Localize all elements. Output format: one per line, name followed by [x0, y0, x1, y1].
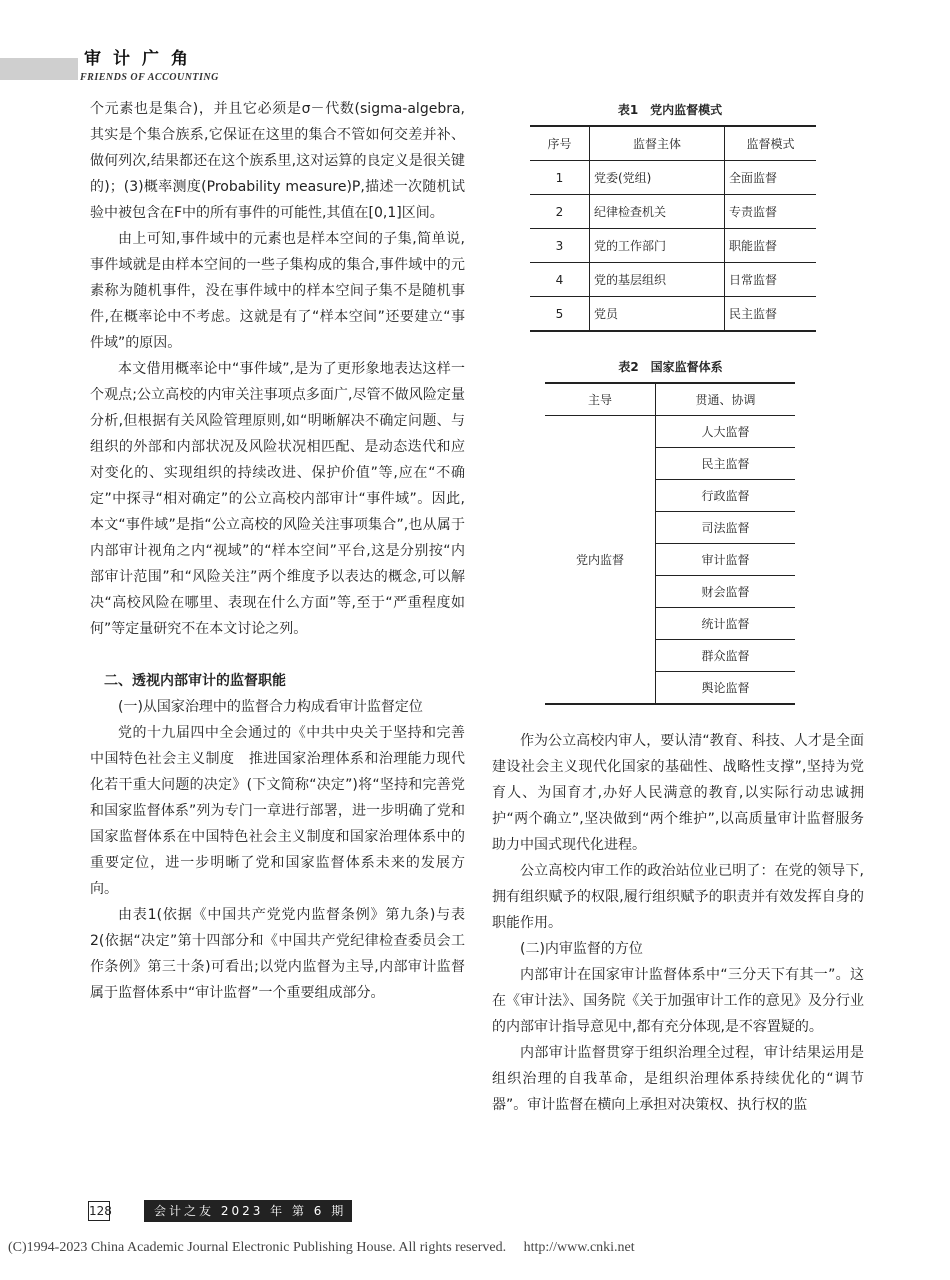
table-row	[530, 297, 816, 332]
table-header-cell: 监督主体	[590, 126, 725, 161]
journal-issue-label: 会计之友 2023 年 第 6 期	[144, 1200, 352, 1222]
table-header-row	[530, 126, 816, 161]
table-cell: 党员	[590, 297, 725, 332]
table-header-cell: 主导	[545, 383, 656, 416]
table-header-cell: 序号	[530, 126, 590, 161]
table-cell: 舆论监督	[656, 672, 796, 705]
paragraph: 内部审计在国家审计监督体系中“三分天下有其一”。这在《审计法》、国务院《关于加强审计工作的意见》及分行业的内部审计指导意见中,都有充分体现,是不容置疑的。	[492, 967, 864, 1035]
paragraph: 本文借用概率论中“事件域”,是为了更形象地表达这样一个观点;公立高校的内审关注事项点多面广,尽管不做风险定量分析,但根据有关风险管理原则,如“明晰解决不确定问题、与组织的外部和内部状况及风险状况相匹配、是动态迭代和应对变化的、实现组织的持续改进、保护价值”等,应在“不确定”中探寻“相对确定”的公立高校内部审计“事件域”。因此,本文“事件域”是指“公立高校的风险关注事项集合”,也从属于内部审计视角之内“视域”的“样本空间”平台,这是分别按“内部审计范围”和“风险关注”两个维度予以表达的概念,可以解决“高校风险在哪里、表现在什么方面”等,至于“严重程度如何”等定量研究不在本文讨论之列。	[90, 361, 465, 637]
journal-section-subtitle: FRIENDS OF ACCOUNTING	[80, 72, 219, 83]
table1-caption: 表1 党内监督模式	[617, 103, 723, 117]
paragraph: 党的十九届四中全会通过的《中共中央关于坚持和完善中国特色社会主义制度 推进国家治理体系和治理能力现代化若干重大问题的决定》(下文简称“决定”)将“坚持和完善党和国家监督体系”列为专门一章进行部署，进一步明确了党和国家监督体系在中国特色社会主义制度和国家治理体系中的重要定位，进一步明晰了党和国家监督体系未来的发展方向。	[90, 725, 465, 897]
left-column	[90, 96, 465, 1006]
table-lead-cell: 党内监督	[545, 416, 656, 705]
page-number: 128	[88, 1201, 110, 1221]
table-cell: 纪律检查机关	[590, 195, 725, 229]
table-cell: 职能监督	[725, 229, 817, 263]
table-cell: 司法监督	[656, 512, 796, 544]
table2-national-supervision-system	[545, 382, 795, 705]
table-cell: 行政监督	[656, 480, 796, 512]
paragraph: 作为公立高校内审人，要认清“教育、科技、人才是全面建设社会主义现代化国家的基础性、战略性支撑”,坚持为党育人、为国育才,办好人民满意的教育,以实际行动忠诚拥护“两个确立”,坚决做到“两个维护”,以高质量审计监督服务助力中国式现代化进程。	[492, 733, 864, 853]
copyright-notice: (C)1994-2023 China Academic Journal Electronic Publishing House. All rights reserved. http://www.cnki.net	[8, 1240, 635, 1255]
header-decoration-bar	[0, 58, 78, 80]
table-cell: 民主监督	[656, 448, 796, 480]
table-row	[530, 229, 816, 263]
subsection-heading: (二)内审监督的方位	[520, 941, 643, 957]
table-cell: 人大监督	[656, 416, 796, 448]
table-cell: 2	[530, 195, 590, 229]
table-cell: 统计监督	[656, 608, 796, 640]
paragraph: 内部审计监督贯穿于组织治理全过程，审计结果运用是组织治理的自我革命，是组织治理体系持续优化的“调节器”。审计监督在横向上承担对决策权、执行权的监	[492, 1045, 864, 1113]
table-cell: 专责监督	[725, 195, 817, 229]
journal-section-title: 审计广角	[84, 49, 200, 69]
table-cell: 财会监督	[656, 576, 796, 608]
table-cell: 全面监督	[725, 161, 817, 195]
paragraph: 由表1(依据《中国共产党党内监督条例》第九条)与表2(依据“决定”第十四部分和《中国共产党纪律检查委员会工作条例》第三十条)可看出;以党内监督为主导,内部审计监督属于监督体系中“审计监督”一个重要组成部分。	[90, 907, 465, 1001]
section-heading: 二、透视内部审计的监督职能	[104, 673, 286, 689]
table-cell: 5	[530, 297, 590, 332]
subsection-heading: (一)从国家治理中的监督合力构成看审计监督定位	[118, 699, 423, 715]
paragraph: 由上可知,事件域中的元素也是样本空间的子集,简单说,事件域就是由样本空间的一些子集构成的集合,事件域中的元素称为随机事件，没在事件域中的样本空间子集不是随机事件,在概率论中不考虑。这就是有了“样本空间”还要建立“事件域”的原因。	[90, 231, 465, 351]
paragraph: 公立高校内审工作的政治站位业已明了：在党的领导下,拥有组织赋予的权限,履行组织赋予的职责并有效发挥自身的职能作用。	[492, 863, 864, 931]
table-row	[530, 161, 816, 195]
table-cell: 群众监督	[656, 640, 796, 672]
paragraph: 个元素也是集合)，并且它必须是σ－代数(sigma-algebra,其实是个集合族系,它保证在这里的集合不管如何交差并补、做何列次,结果都还在这个族系里,这对运算的良定义是很关键的)；(3)概率测度(Probability measure)P,描述一次随机试验中被包含在F中的所有事件的可能性,其值在[0,1]区间。	[90, 101, 465, 221]
table-cell: 审计监督	[656, 544, 796, 576]
table-cell: 党的基层组织	[590, 263, 725, 297]
table-header-cell: 监督模式	[725, 126, 817, 161]
table-cell: 1	[530, 161, 590, 195]
table-cell: 4	[530, 263, 590, 297]
table-row	[530, 195, 816, 229]
table-cell: 党委(党组)	[590, 161, 725, 195]
table-cell: 日常监督	[725, 263, 817, 297]
right-column	[492, 728, 864, 1118]
table2-caption: 表2 国家监督体系	[618, 360, 723, 374]
table-row	[545, 416, 795, 448]
table1-party-supervision-modes	[530, 125, 816, 332]
table-header-cell: 贯通、协调	[656, 383, 796, 416]
table-row	[530, 263, 816, 297]
table-header-row	[545, 383, 795, 416]
table-cell: 党的工作部门	[590, 229, 725, 263]
table-cell: 民主监督	[725, 297, 817, 332]
table-cell: 3	[530, 229, 590, 263]
